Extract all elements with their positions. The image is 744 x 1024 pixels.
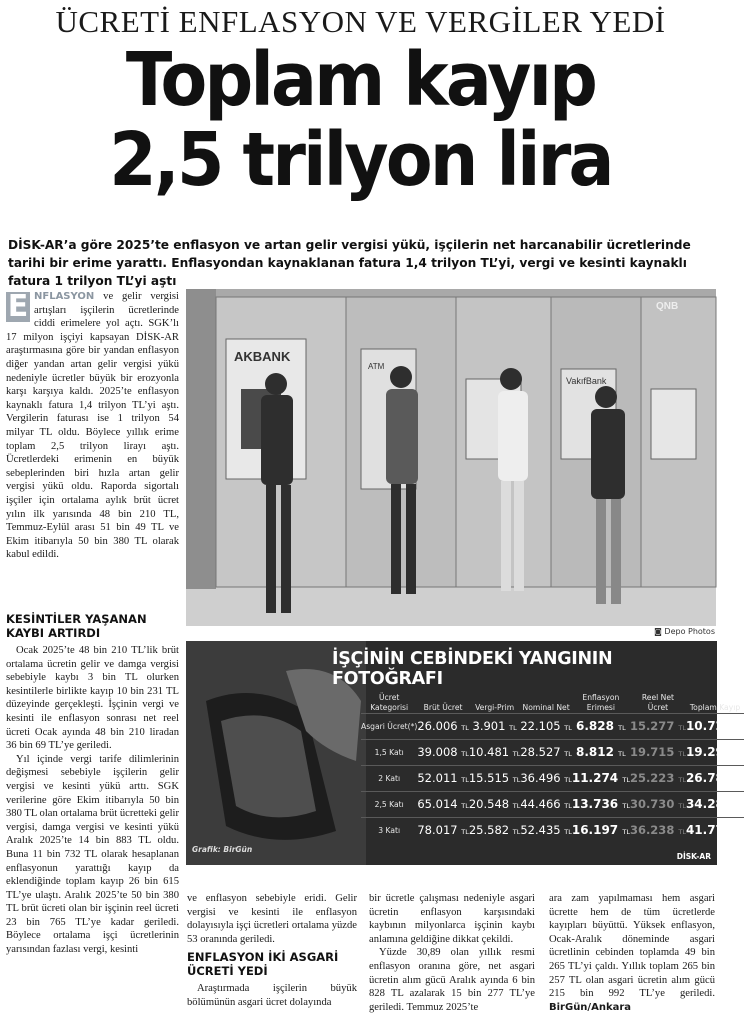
article-column-1 xyxy=(6,290,179,957)
table-cell: 26.788 TL xyxy=(686,765,744,791)
table-cell: 15.515 TL xyxy=(469,765,521,791)
paragraph: bir ücretle çalışması nedeniyle asgari ücretin enflasyon karşısındaki kaybının milyonlarca işçinin kaybı anlamına geldiğine dikkat çekildi. xyxy=(369,893,535,945)
article-column-4 xyxy=(549,892,715,1014)
table-cell: 39.008 TL xyxy=(417,739,469,765)
wage-loss-table xyxy=(361,675,744,843)
row-label: 3 Katı xyxy=(361,817,417,843)
table-row xyxy=(361,791,744,817)
row-label: 2 Katı xyxy=(361,765,417,791)
paragraph: ara zam yapılmaması hem asgari ücrette hem de tüm ücretlerde kayıpları büyüttü. Yüksek enflasyon, Ocak-Aralık döneminde asgari ücretlinin cebinden toplamda 49 bin 265 TL’yi çaldı. Yıllık toplam 265 bin 257 TL olan asgari ücretin alım gücü 215 bin 992 TL’ye geriledi. BirGün/Ankara xyxy=(549,893,715,1013)
subhead-enflasyon: ENFLASYON İKİ ASGARİ ÜCRETİ YEDİ xyxy=(187,950,339,979)
lead-word: NFLASYON xyxy=(34,291,95,302)
header-cell: Brüt Ücret xyxy=(423,702,463,712)
table-cell: 52.011 TL xyxy=(417,765,469,791)
table-cell: 13.736 TL xyxy=(572,791,630,817)
table-cell: 25.223 TL xyxy=(630,765,686,791)
table-cell: 30.730 TL xyxy=(630,791,686,817)
atm-photo xyxy=(186,289,716,626)
table-row xyxy=(361,817,744,843)
paragraph-3: Yıl içinde vergi tarife dilimlerinin değişmesi sebebiyle işçilerin gelir vergisi ve kesinti yükü arttı. SGK verilerine göre Ekim itibarıyla 50 bin 380 TL olan ortalama brüt ücretteki gelir vergisi, damga vergisi ve kesinti yükü Aralık 2025’te 14 bin 883 TL oldu. Buna 11 bin 732 TL olarak hesaplanan enflasyonun yarattığı kayıp da eklendiğinde toplam kayıp 26 bin 615 TL’ye ulaştı. Aralık 2025’te 50 bin 380 TL brüt ücreti olan bir işçinin reel ücreti 23 bin 765 TL’ye kadar geriledi. Böylece ortalama işçi ücretlerinin yarısından fazlası vergi, kesinti xyxy=(6,753,179,956)
paragraph-2: Ocak 2025’te 48 bin 210 TL’lik brüt ortalama ücretin gelir ve damga vergisi sebebiyle kaybı 3 bin TL olurken kesintilerle birlikte kayıp 10 bin 231 TL düzeyinde gerçekleşti. İşçinin vergi ve kesinti ile enflasyon sonrası net reel ücreti Ocak ayında 48 bin 210 liradan 36 bin 69 TL’ye geriledi. xyxy=(6,645,179,752)
table-row xyxy=(361,713,744,739)
table-cell: 11.274 TL xyxy=(572,765,630,791)
table-cell: 19.293 TL xyxy=(686,739,744,765)
table-header-row xyxy=(361,675,744,713)
header-cell: Enflasyon Erimesi xyxy=(582,692,620,712)
bank-sign-atm: ATM xyxy=(368,362,385,371)
paragraph-1-text: ve gelir vergisi artışları işçilerin ücretlerinde ciddi erimelere yol açtı. SGK’lı 17 milyon işçiyi kapsayan DİSK-AR araştırmasına göre bir yandan enflasyon diğer yandan artan gelir vergisi yükü nedeniyle ücretler büyük bir erozyonla karşı karşıya kaldı. 2025’te enflasyon kaynaklı fatura 1,4 trilyon TL’yi aştı. Vergilerin faturası ise 1 trilyon 54 milyar TL oldu. Böylece yıllık erime toplam 2,5 trilyon lirayı aştı. Ücretlerdeki erimenin en büyük sebeplerinden biri hızla artan gelir vergisi yükü oldu. Raporda sigortalı işçiler için ortalama aylık brüt ücret yılın ilk yarısında 48 bin 210 TL, Temmuz-Eylül arası 51 bin 49 TL ve Ekim itibarıyla 50 bin 380 TL olarak kabul edildi. xyxy=(6,291,179,561)
header-cell: Nominal Net xyxy=(522,702,570,712)
table-cell: 22.105 TL xyxy=(520,713,572,739)
table-cell: 41.779 TL xyxy=(686,817,744,843)
infographic-title: İŞÇİNİN CEBİNDEKİ YANGININ FOTOĞRAFI xyxy=(332,649,613,689)
headline xyxy=(29,37,692,203)
table-row xyxy=(361,765,744,791)
table-cell: 25.582 TL xyxy=(469,817,521,843)
paragraph: ve enflasyon sebebiyle eridi. Gelir vergisi ve kesinti ile enflasyon dolayısıyla işçi ücretleri ortalama yüzde 53 oranında geriledi. xyxy=(187,893,357,945)
table-cell: 78.017 TL xyxy=(417,817,469,843)
graphic-credit: Grafik: BirGün xyxy=(192,845,253,854)
header-cell: Vergi-Prim xyxy=(475,702,515,712)
header-cell: Reel Net Ücret xyxy=(641,692,674,712)
lede: DİSK-AR’a göre 2025’te enflasyon ve artan gelir vergisi yükü, işçilerin net harcanabilir ücretlerinde tarihi bir erime yarattı. Enflasyondan kaynaklanan fatura 1,4 trilyon TL’yi, vergi ve kesinti kaynaklı fatura 1 trilyon TL’yi aştı xyxy=(8,238,691,288)
paragraph-1 xyxy=(6,290,179,608)
row-label: 2,5 Katı xyxy=(361,791,417,817)
table-cell: 10.481 TL xyxy=(469,739,521,765)
table-row xyxy=(361,739,744,765)
drop-cap: E xyxy=(7,289,29,324)
header-cell: Toplam Kayıp xyxy=(689,702,741,712)
table-cell: 26.006 TL xyxy=(417,713,469,739)
bank-sign-qnb: QNB xyxy=(656,301,679,312)
table-cell: 52.435 TL xyxy=(520,817,572,843)
table-cell: 36.496 TL xyxy=(520,765,572,791)
article-column-2 xyxy=(187,892,357,1010)
table-cell: 36.238 TL xyxy=(630,817,686,843)
table-cell: 8.812 TL xyxy=(572,739,630,765)
header-cell: Ücret Kategorisi xyxy=(370,692,409,712)
row-label: 1,5 Katı xyxy=(361,739,417,765)
kicker: ÜCRETİ ENFLASYON VE VERGİLER YEDİ xyxy=(55,4,666,39)
row-label: Asgari Ücret(*) xyxy=(361,713,417,739)
article-column-3 xyxy=(369,892,535,1014)
atm-photo-illustration xyxy=(186,289,716,626)
subhead-kesintiler: KESİNTİLER YAŞANAN KAYBI ARTIRDI xyxy=(6,612,147,640)
table-cell: 44.466 TL xyxy=(520,791,572,817)
table-cell: 10.729 TL xyxy=(686,713,744,739)
table-cell: 16.197 TL xyxy=(572,817,630,843)
headline-line-2: 2,5 trilyon lira xyxy=(109,117,612,203)
infographic xyxy=(186,641,744,865)
table-cell: 3.901 TL xyxy=(469,713,521,739)
bank-sign-akbank: AKBANK xyxy=(234,349,291,364)
table-cell: 6.828 TL xyxy=(572,713,630,739)
paragraph: Araştırmada işçilerin büyük bölümünün asgari ücret dolayında xyxy=(187,983,357,1008)
paragraph: Yüzde 30,89 olan yıllık resmi enflasyon oranına göre, net asgari ücretin alım gücü Aralık ayında 6 bin 828 TL azalarak 15 bin 277 TL’ye geriledi. Temmuz 2025’te xyxy=(369,947,535,1013)
byline: BirGün/Ankara xyxy=(549,1001,632,1013)
table-cell: 34.284 TL xyxy=(686,791,744,817)
table-cell: 15.277 TL xyxy=(630,713,686,739)
headline-line-1: Toplam kayıp xyxy=(125,37,596,123)
bank-sign-vakifbank: VakıfBank xyxy=(566,376,607,386)
table-cell: 65.014 TL xyxy=(417,791,469,817)
table-cell: 20.548 TL xyxy=(469,791,521,817)
graphic-source: DİSK-AR xyxy=(676,852,711,861)
table-cell: 28.527 TL xyxy=(520,739,572,765)
photo-credit: ◙ Depo Photos xyxy=(654,627,715,636)
table-cell: 19.715 TL xyxy=(630,739,686,765)
